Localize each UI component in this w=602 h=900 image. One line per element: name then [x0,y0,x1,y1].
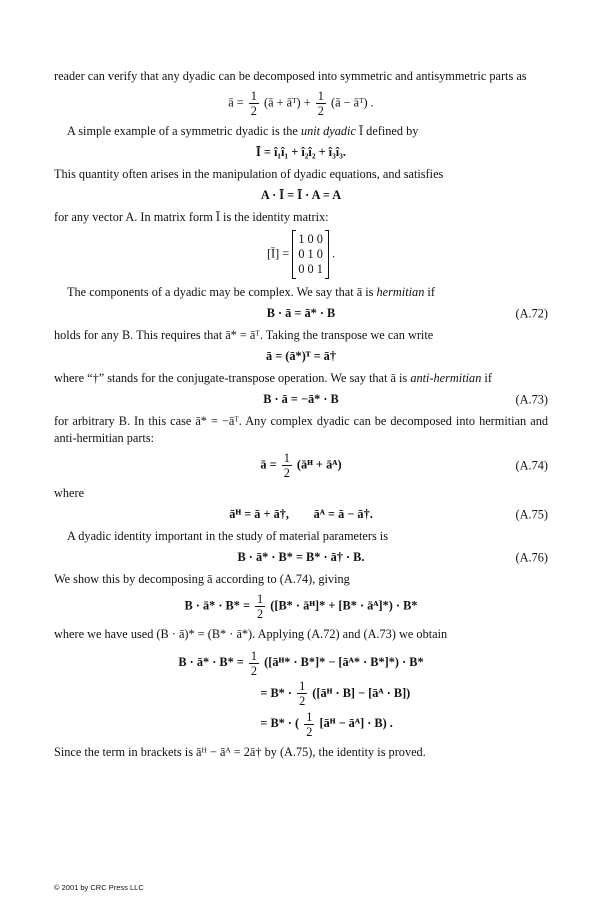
equation-A72: B · ā = ā* · B (A.72) [266,306,548,320]
fraction-half: $\frac{1}{2}$ [257,592,264,621]
paragraph: Since the term in brackets is āᴴ − āᴬ = 2ā† by (A.75), the identity is proved. [54,745,426,760]
paragraph: for arbitrary B. In this case ā* = −āᵀ. Any complex dyadic can be decomposed into hermitian and anti-hermitian parts: [54,414,548,445]
paragraph: for any vector A. In matrix form Ī is the identity matrix: [54,210,329,224]
fraction-half: $\frac{1}{2}$ [250,89,257,118]
identity-matrix: 1 0 0 0 1 0 0 0 1 [292,230,329,279]
equation-text: (ā − āᵀ) . [330,95,374,110]
fraction-half: $\frac{1}{2}$ [283,451,290,480]
derivation-line: = B* · $\frac{1}{2}$ ([āᴴ · B] − [āᴬ · B]) [260,679,411,709]
equation-derivation [54,647,548,739]
derivation-line: = B* · ( $\frac{1}{2}$ [āᴴ − āᴬ] · B) . [260,710,393,740]
paragraph: where [54,486,85,500]
equation-number: (A.75) [515,507,548,521]
aligned-equations [178,647,423,739]
equation-transpose: ā = (ā*)ᵀ = ā† [266,349,336,363]
equation-A75: āᴴ = ā + ā†, āᴬ = ā − ā†. (A.75) [229,507,548,521]
equation-A76: B · ā* · B* = B* · ā† · B. (A.76) [237,550,548,564]
equation-identity-matrix: [Ī] = 1 0 0 0 1 0 0 0 1 . [54,230,548,279]
equation-number: (A.74) [515,458,548,472]
equation-A74: ā = $\frac{1}{2}$ (āᴴ + āᴬ) (A.74) [260,451,548,480]
equation-number: (A.73) [515,392,548,406]
paragraph: reader can verify that any dyadic can be decomposed into symmetric and antisymmetric parts as [54,69,527,83]
fraction-half: $\frac{1}{2}$ [317,89,324,118]
equation-decomposition-proof: B · ā* · B* = $\frac{1}{2}$ ([B* · āᴴ]* + [B* · āᴬ]*) · B* [184,592,418,621]
paragraph: A dyadic identity important in the study of material parameters is [67,529,389,543]
equation-text: [Ī] = [266,246,290,261]
equation-number: (A.72) [515,306,548,320]
equation-text: (ā + āᵀ) + [264,95,311,110]
equation-decomposition [54,89,548,118]
paragraph: where “†” stands for the conjugate-transpose operation. We say that ā is anti-hermitian if [54,371,492,385]
equation-identity: A · Ī = Ī · A = A [260,188,342,202]
equation-text: ā = [228,95,244,110]
copyright-footer: © 2001 by CRC Press LLC [54,883,144,892]
paragraph: This quantity often arises in the manipulation of dyadic equations, and satisfies [54,167,444,181]
paragraph: We show this by decomposing ā according to (A.74), giving [54,572,350,586]
equation-number: (A.76) [515,550,548,564]
equation-unit-dyadic: Ī = î₁î₁ + î₂î₂ + î₃î₃. [256,145,346,159]
derivation-line: B · ā* · B* = $\frac{1}{2}$ ([āᴴ* · B*]* − [āᴬ* · B*]*) · B* [178,648,424,678]
fraction-half: $\frac{1}{2}$ [250,648,258,678]
page-body [54,68,548,761]
equation-A73: B · ā = −ā* · B (A.73) [263,392,548,406]
paragraph: holds for any B. This requires that ā* = āᵀ. Taking the transpose we can write [54,328,434,342]
paragraph: The components of a dyadic may be complex. We say that ā is hermitian if [67,285,435,299]
fraction-half: $\frac{1}{2}$ [299,679,306,709]
fraction-half: $\frac{1}{2}$ [306,710,313,740]
paragraph: where we have used (B · ā)* = (B* · ā*). Applying (A.72) and (A.73) we obtain [54,627,448,641]
paragraph: A simple example of a symmetric dyadic is the unit dyadic Ī defined by [67,124,419,138]
